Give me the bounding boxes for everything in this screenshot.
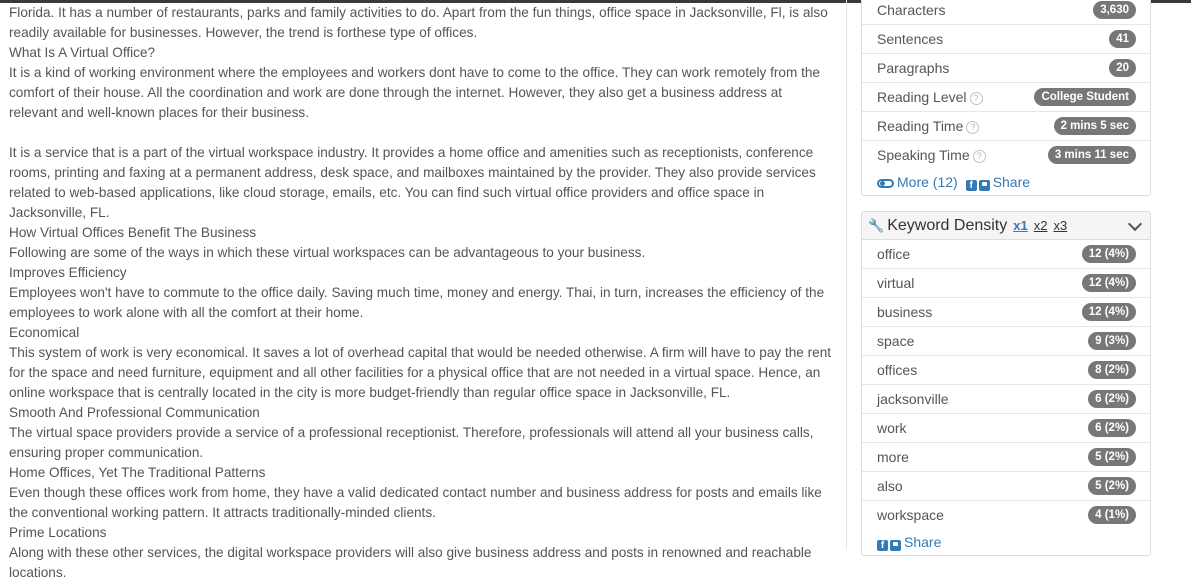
editor-paragraph: Employees won't have to commute to the office daily. Saving much time, money and energy. Thai, in turn, increases the efficiency of the employees to work alone with all the comfort at their home. <box>9 285 825 320</box>
keyword-row[interactable] <box>862 298 1150 327</box>
stat-row <box>862 83 1150 112</box>
help-icon[interactable]: ? <box>966 121 979 134</box>
stat-value-badge: 20 <box>1109 59 1136 77</box>
keyword-word: more <box>877 449 909 465</box>
keyword-count-badge: 12 (4%) <box>1082 303 1136 321</box>
keyword-count-badge: 8 (2%) <box>1088 361 1136 379</box>
stat-value-badge: 3,630 <box>1093 1 1136 19</box>
editor-paragraph: Along with these other services, the digital workspace providers will also give business address and posts in renowned and reachable locations. <box>9 545 812 580</box>
stat-value-badge: 2 mins 5 sec <box>1054 117 1136 135</box>
keyword-share-row <box>862 529 1150 555</box>
editor-paragraph: This system of work is very economical. It saves a lot of overhead capital that would be needed otherwise. A firm will have to pay the rent for the space and need furniture, equipment and all other facilities for a physical office that are not needed in a virtual space. Hence, an online workspace that is centrally located in the city is more budget-friendly than regular office space in Jacksonville, FL. <box>9 345 832 400</box>
editor-paragraph: It is a kind of working environment where the employees and workers dont have to come to the office. They can work remotely from the comfort of their house. All the coordination and work are done through the internet. However, they also get a business address at relevant and well-known places for their business. <box>9 65 820 120</box>
stat-row <box>862 25 1150 54</box>
stats-footer <box>862 169 1150 195</box>
keyword-density-title: Keyword Density <box>887 216 1008 234</box>
keyword-word: space <box>877 333 915 349</box>
keyword-count-badge: 5 (2%) <box>1088 477 1136 495</box>
wrench-icon: 🔧 <box>868 217 885 233</box>
stat-row <box>862 141 1150 169</box>
stat-value-badge: College Student <box>1034 88 1136 106</box>
stat-label <box>877 89 983 105</box>
editor-paragraph: Prime Locations <box>9 525 107 540</box>
stat-label <box>877 118 979 134</box>
stat-label-text: Characters <box>877 2 946 18</box>
stat-label-text: Speaking Time <box>877 147 970 163</box>
editor-paragraph: Smooth And Professional Communication <box>9 405 260 420</box>
keyword-row[interactable] <box>862 385 1150 414</box>
comment-icon <box>979 180 990 191</box>
density-tab-x3[interactable]: x3 <box>1053 217 1068 233</box>
keyword-share-link[interactable] <box>877 534 941 551</box>
keyword-count-badge: 12 (4%) <box>1082 274 1136 292</box>
stat-value-badge: 3 mins 11 sec <box>1048 146 1136 164</box>
share-icons <box>877 540 901 551</box>
keyword-count-badge: 4 (1%) <box>1088 506 1136 524</box>
panel-divider <box>846 0 847 549</box>
facebook-icon: f <box>966 180 977 191</box>
more-link[interactable] <box>877 174 958 190</box>
stat-label <box>877 2 945 18</box>
share-label: Share <box>904 533 942 550</box>
keyword-word: offices <box>877 362 918 378</box>
more-label: More (12) <box>897 174 958 190</box>
keyword-word: also <box>877 478 903 494</box>
keyword-word: office <box>877 246 911 262</box>
stat-label <box>877 31 943 47</box>
stat-label-text: Reading Time <box>877 118 964 134</box>
editor-paragraph: How Virtual Offices Benefit The Business <box>9 225 257 240</box>
stats-panel <box>861 0 1151 196</box>
editor-paragraph: Florida. It has a number of restaurants, parks and family activities to do. Apart from the fun things, office space in Jacksonville, Fl, is also readily available for businesses. However, the trend is forthese type of offices. <box>9 5 828 40</box>
facebook-icon: f <box>877 540 888 551</box>
chevron-down-icon[interactable] <box>1128 217 1142 231</box>
stat-row <box>862 112 1150 141</box>
toggle-icon <box>877 179 894 188</box>
keyword-row[interactable] <box>862 356 1150 385</box>
help-icon[interactable]: ? <box>970 92 983 105</box>
editor-paragraph: It is a service that is a part of the virtual workspace industry. It provides a home office and amenities such as receptionists, conference rooms, printing and faxing at a permanent address, desk space, and mailboxes maintained by the provider. They also provide services related to web-based applications, like cloud storage, emails, etc. You can find such virtual office providers and office space in Jacksonville, FL. <box>9 145 816 220</box>
keyword-count-badge: 12 (4%) <box>1082 245 1136 263</box>
keyword-row[interactable] <box>862 472 1150 501</box>
comment-icon <box>890 540 901 551</box>
keyword-density-panel <box>861 211 1151 556</box>
density-tab-x1[interactable]: x1 <box>1013 217 1028 233</box>
editor-paragraph: The virtual space providers provide a service of a professional receptionist. Therefore, professionals will attend all your business calls, ensuring proper communication. <box>9 425 814 460</box>
stat-label <box>877 147 986 163</box>
editor-paragraph <box>9 123 834 143</box>
keyword-word: business <box>877 304 933 320</box>
keyword-row[interactable] <box>862 443 1150 472</box>
stat-label <box>877 60 949 76</box>
keyword-row[interactable] <box>862 501 1150 529</box>
density-tab-x2[interactable]: x2 <box>1033 217 1048 233</box>
keyword-word: work <box>877 420 907 436</box>
keyword-density-header <box>862 212 1150 240</box>
stat-label-text: Sentences <box>877 31 944 47</box>
keyword-row[interactable] <box>862 414 1150 443</box>
editor-paragraph: Economical <box>9 325 80 340</box>
help-icon[interactable]: ? <box>973 150 986 163</box>
stat-label-text: Paragraphs <box>877 60 950 76</box>
keyword-row[interactable] <box>862 240 1150 269</box>
share-link[interactable] <box>966 174 1030 191</box>
keyword-count-badge: 6 (2%) <box>1088 390 1136 408</box>
stat-value-badge: 41 <box>1109 30 1136 48</box>
editor-paragraph: Improves Efficiency <box>9 265 127 280</box>
stat-label-text: Reading Level <box>877 89 967 105</box>
share-label: Share <box>992 173 1031 190</box>
editor-content[interactable] <box>0 3 834 583</box>
stat-row <box>862 54 1150 83</box>
share-icons <box>966 180 990 191</box>
keyword-count-badge: 9 (3%) <box>1088 332 1136 350</box>
keyword-count-badge: 5 (2%) <box>1088 448 1136 466</box>
keyword-count-badge: 6 (2%) <box>1088 419 1136 437</box>
editor-paragraph: Even though these offices work from home, they have a valid dedicated contact number and business address for posts and emails like the conventional working pattern. It attracts traditionally-minded clients. <box>9 485 822 520</box>
keyword-row[interactable] <box>862 327 1150 356</box>
keyword-word: virtual <box>877 275 915 291</box>
keyword-row[interactable] <box>862 269 1150 298</box>
editor-paragraph: Home Offices, Yet The Traditional Patterns <box>9 465 266 480</box>
text-editor[interactable] <box>0 3 842 580</box>
editor-paragraph: What Is A Virtual Office? <box>9 45 156 60</box>
keyword-word: jacksonville <box>877 391 949 407</box>
editor-paragraph: Following are some of the ways in which these virtual workspaces can be advantageous to your business. <box>9 245 646 260</box>
keyword-word: workspace <box>877 507 944 523</box>
stat-row <box>862 0 1150 25</box>
